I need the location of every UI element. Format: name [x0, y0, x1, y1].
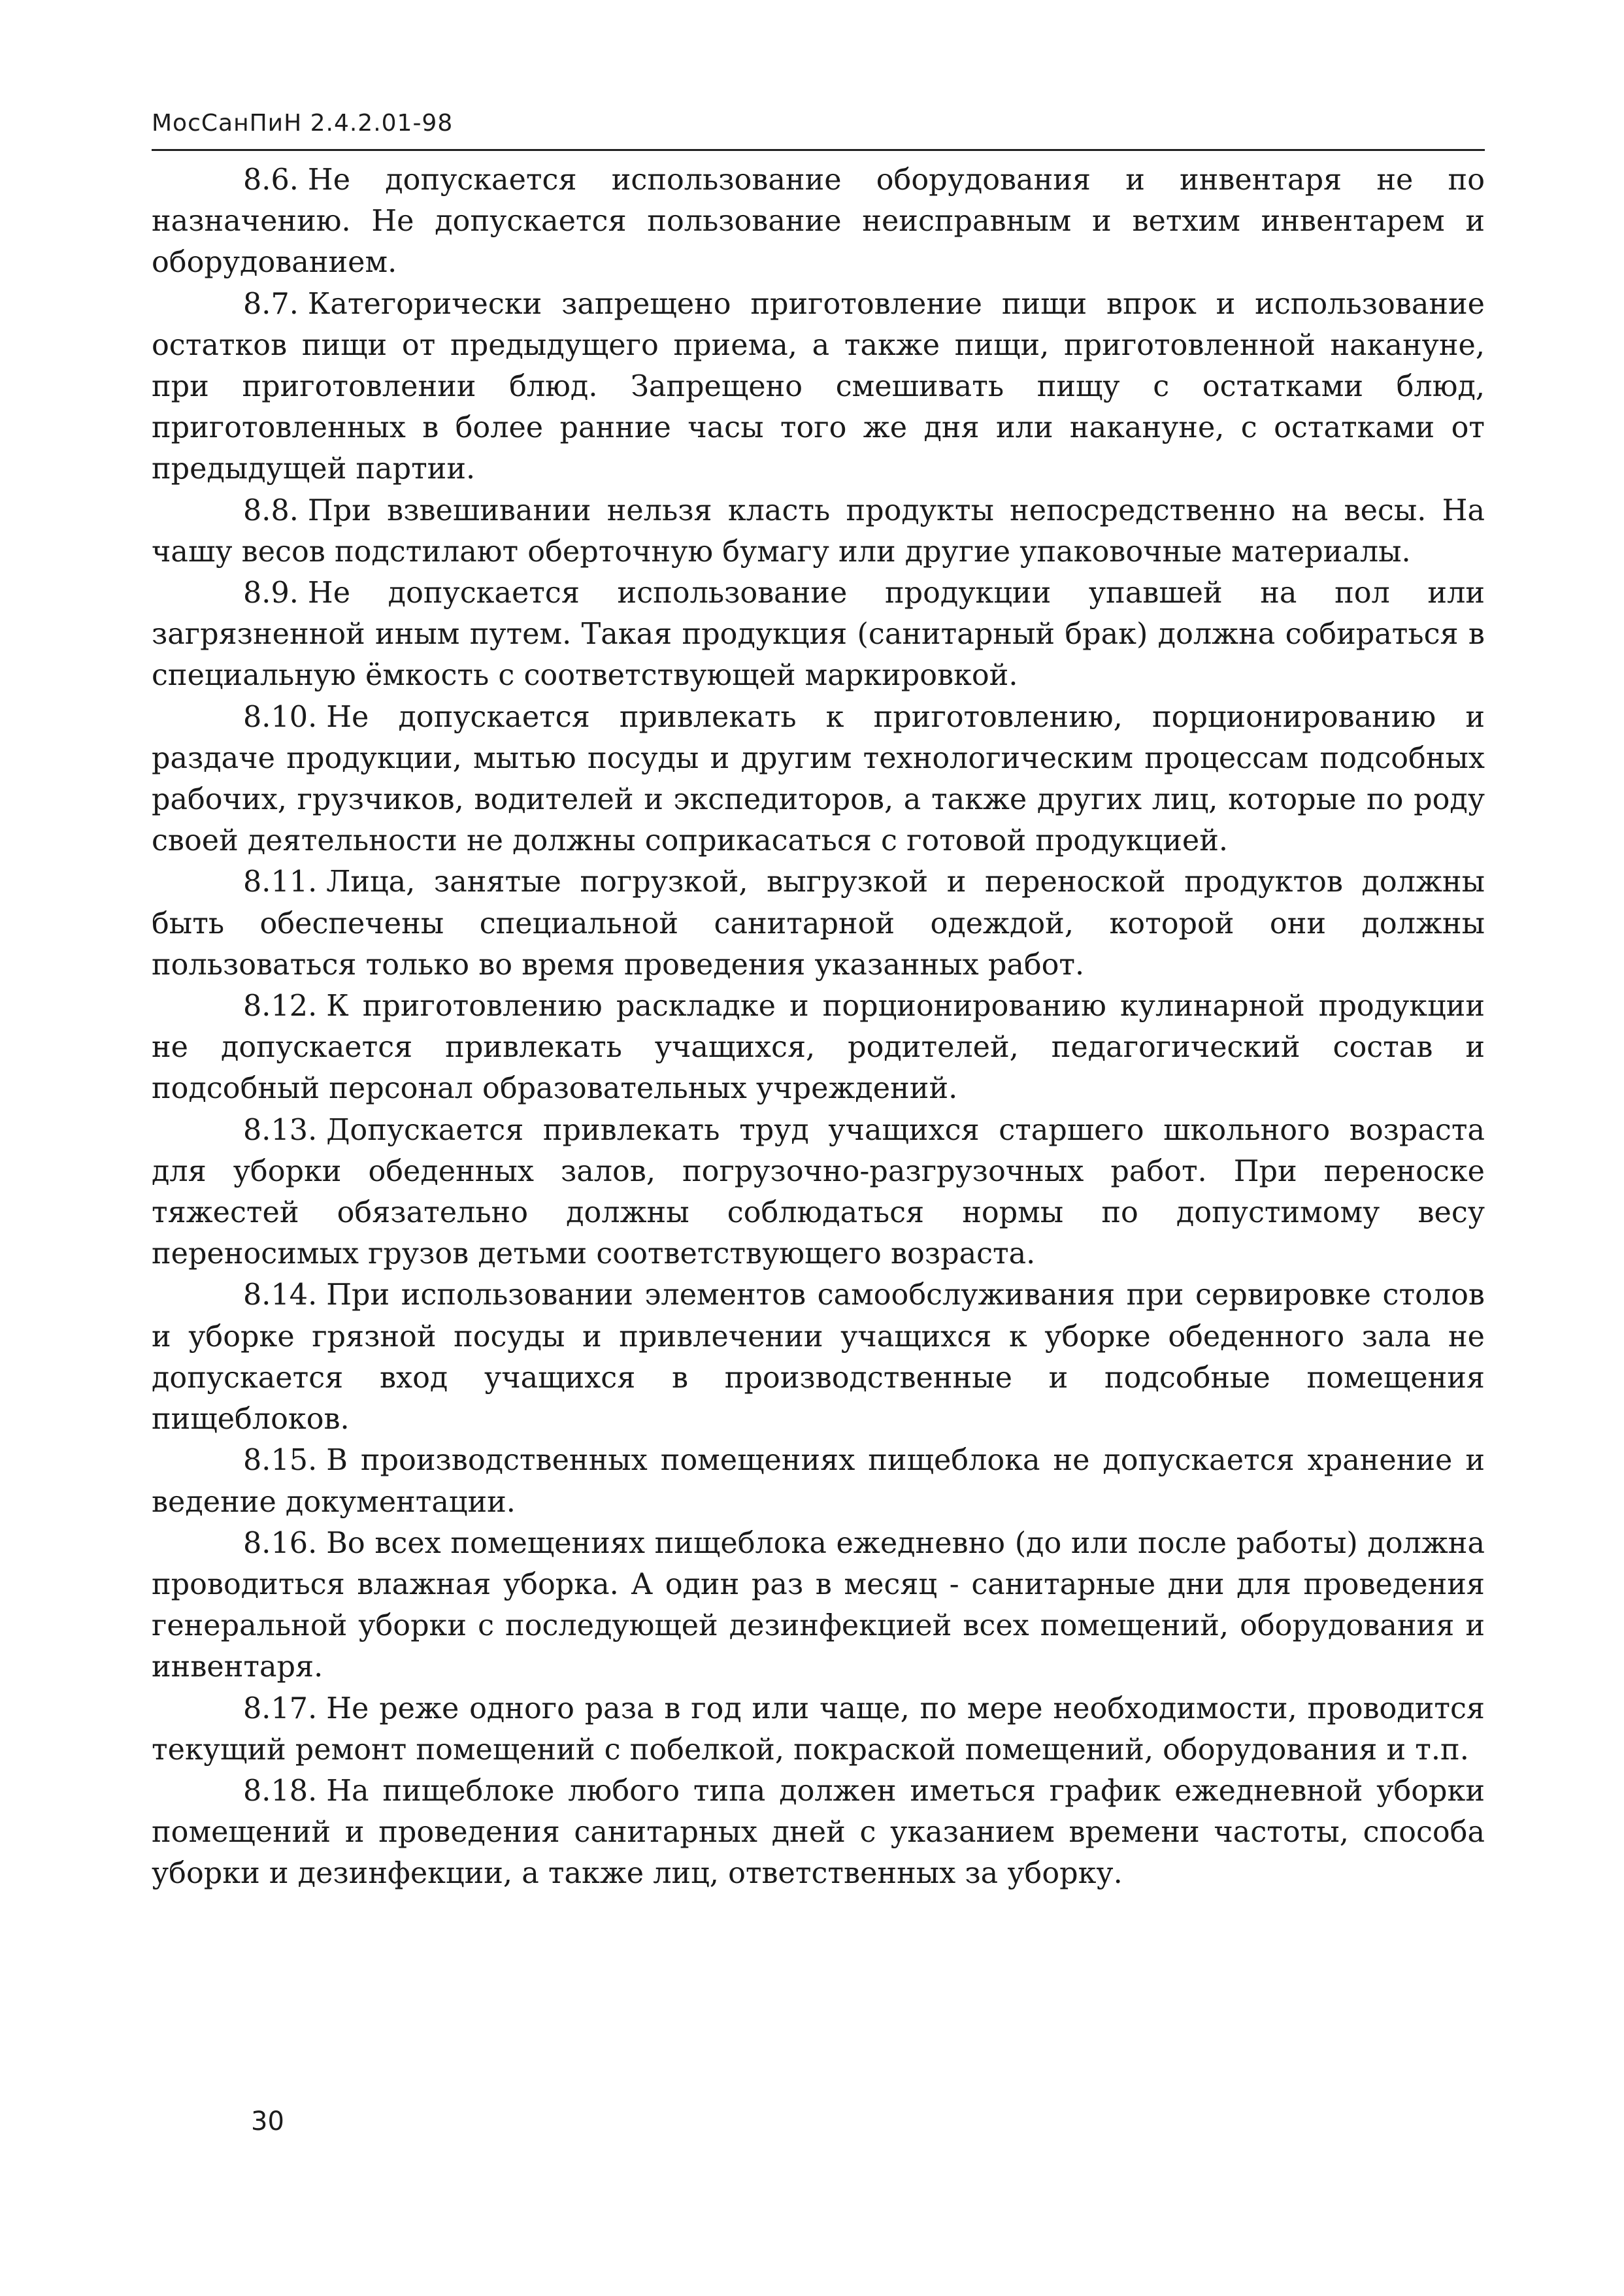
paragraph-8-10 [152, 697, 1485, 862]
paragraph-8-13 [152, 1110, 1485, 1275]
paragraph-8-7 [152, 284, 1485, 490]
paragraph-text: Не реже одного раза в год или чаще, по мере необходимости, проводится текущий ремонт помещений с побелкой, покраской помещений, оборудования и т.п. [152, 1691, 1485, 1767]
paragraph-number: 8.12. [243, 990, 318, 1023]
paragraph-8-14 [152, 1274, 1485, 1440]
paragraph-number: 8.7. [243, 287, 299, 321]
paragraph-number: 8.14. [243, 1278, 318, 1312]
paragraph-text: В производственных помещениях пищеблока не допускается хранение и ведение документации. [152, 1444, 1485, 1519]
paragraph-text: При использовании элементов самообслуживания при сервировке столов и уборке грязной посуды и привлечении учащихся к уборке обеденного зала не допускается вход учащихся в производственные и подсобные помещения пищеблоков. [152, 1278, 1485, 1437]
paragraph-number: 8.13. [243, 1113, 318, 1147]
paragraph-number: 8.11. [243, 865, 318, 899]
paragraph-text: При взвешивании нельзя класть продукты непосредственно на весы. На чашу весов подстилают оберточную бумагу или другие упаковочные материалы. [152, 493, 1485, 569]
paragraph-text: Категорически запрещено приготовление пищи впрок и использование остатков пищи от предыдущего приема, а также пищи, приготовленной накануне, при приготовлении блюд. Запрещено смешивать пищу с остатками блюд, приготовленных в более ранние часы того же дня или накануне, с остатками от предыдущей партии. [152, 287, 1485, 486]
paragraph-text: Лица, занятые погрузкой, выгрузкой и переноской продуктов должны быть обеспечены специальной санитарной одеждой, которой они должны пользоваться только во время проведения указанных работ. [152, 865, 1485, 982]
paragraph-number: 8.16. [243, 1526, 318, 1560]
paragraph-8-11 [152, 861, 1485, 986]
paragraph-8-6 [152, 159, 1485, 284]
paragraph-number: 8.15. [243, 1444, 318, 1478]
page-number: 30 [251, 2106, 284, 2137]
paragraph-8-8 [152, 490, 1485, 573]
paragraph-text: Не допускается привлекать к приготовлению, порционированию и раздаче продукции, мытью посуды и другим технологическим процессам подсобных рабочих, грузчиков, водителей и экспедиторов, а также других лиц, которые по роду своей деятельности не должны соприкасаться с готовой продукцией. [152, 700, 1485, 858]
paragraph-8-17 [152, 1688, 1485, 1771]
document-body [152, 159, 1485, 1895]
paragraph-number: 8.6. [243, 163, 299, 197]
paragraph-text: К приготовлению раскладке и порционированию кулинарной продукции не допускается привлекать учащихся, родителей, педагогический состав и подсобный персонал образовательных учреждений. [152, 990, 1485, 1106]
paragraph-text: Допускается привлекать труд учащихся старшего школьного возраста для уборки обеденных залов, погрузочно-разгрузочных работ. При переноске тяжестей обязательно должны соблюдаться нормы по допустимому весу переносимых грузов детьми соответствующего возраста. [152, 1113, 1485, 1271]
paragraph-text: Не допускается использование продукции упавшей на пол или загрязненной иным путем. Такая продукция (санитарный брак) должна собираться в специальную ёмкость с соответствующей маркировкой. [152, 576, 1485, 693]
paragraph-number: 8.10. [243, 700, 318, 734]
paragraph-number: 8.18. [243, 1774, 318, 1808]
running-header: МосСанПиН 2.4.2.01-98 [152, 110, 454, 137]
paragraph-number: 8.9. [243, 576, 299, 610]
paragraph-8-18 [152, 1771, 1485, 1895]
paragraph-text: Во всех помещениях пищеблока ежедневно (до или после работы) должна проводиться влажная уборка. А один раз в месяц - санитарные дни для проведения генеральной уборки с последующей дезинфекцией всех помещений, оборудования и инвентаря. [152, 1526, 1485, 1684]
paragraph-number: 8.17. [243, 1691, 318, 1725]
paragraph-number: 8.8. [243, 493, 299, 527]
paragraph-text: На пищеблоке любого типа должен иметься график ежедневной уборки помещений и проведения санитарных дней с указанием времени частоты, способа уборки и дезинфекции, а также лиц, ответственных за уборку. [152, 1774, 1485, 1891]
paragraph-8-12 [152, 986, 1485, 1110]
paragraph-8-9 [152, 573, 1485, 697]
paragraph-text: Не допускается использование оборудования и инвентаря не по назначению. Не допускается пользование неисправным и ветхим инвентарем и оборудованием. [152, 163, 1485, 280]
paragraph-8-16 [152, 1523, 1485, 1688]
header-divider [152, 149, 1485, 151]
paragraph-8-15 [152, 1440, 1485, 1522]
